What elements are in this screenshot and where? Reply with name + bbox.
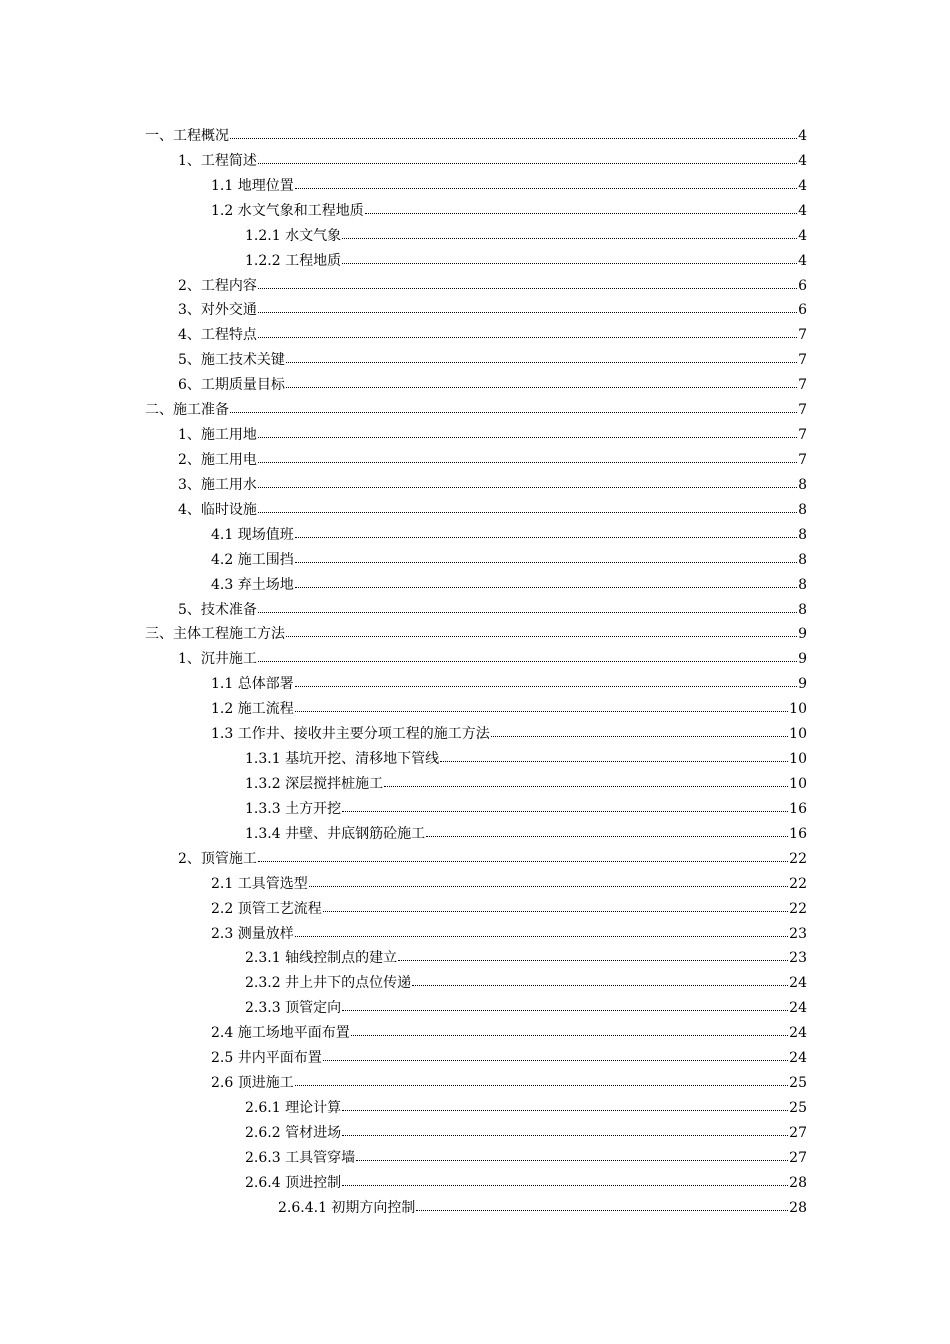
toc-entry-title: 2.6.4.1 初期方向控制 [278, 1199, 416, 1216]
toc-entry[interactable] [145, 523, 807, 548]
toc-entry-title: 4.3 弃土场地 [211, 576, 294, 593]
toc-entry-title: 2、顶管施工 [178, 850, 257, 867]
toc-entry[interactable] [145, 1021, 807, 1046]
toc-dot-leader [365, 201, 797, 215]
toc-entry-title: 1.3.4 井壁、井底钢筋砼施工 [245, 825, 426, 842]
toc-entry-title: 1.3.1 基坑开挖、清移地下管线 [245, 751, 440, 768]
toc-entry-title: 4、临时设施 [178, 501, 257, 518]
toc-entry-title: 5、施工技术关键 [178, 352, 285, 369]
toc-entry-title: 二、施工准备 [145, 402, 229, 419]
toc-dot-leader [258, 425, 797, 439]
toc-dot-leader [230, 126, 797, 140]
toc-entry-page-number: 10 [789, 775, 807, 792]
toc-entry-title: 4.2 施工围挡 [211, 551, 294, 568]
toc-entry-title: 2.6 顶进施工 [211, 1075, 294, 1092]
toc-entry-title: 2.5 井内平面布置 [211, 1050, 322, 1067]
toc-entry-page-number: 24 [789, 975, 807, 992]
toc-entry-page-number: 4 [798, 202, 807, 219]
toc-entry[interactable] [145, 772, 807, 797]
toc-entry-page-number: 4 [798, 227, 807, 244]
toc-entry[interactable] [145, 224, 807, 249]
toc-entry-page-number: 27 [789, 1124, 807, 1141]
toc-entry-page-number: 23 [789, 925, 807, 942]
toc-dot-leader [356, 1148, 788, 1162]
toc-entry-title: 1.1 地理位置 [211, 177, 294, 194]
toc-entry-page-number: 10 [789, 701, 807, 718]
toc-dot-leader [342, 799, 788, 813]
toc-entry-title: 3、施工用水 [178, 476, 257, 493]
toc-entry-page-number: 28 [789, 1174, 807, 1191]
toc-entry[interactable] [145, 373, 807, 398]
toc-entry-page-number: 10 [789, 726, 807, 743]
toc-dot-leader [440, 749, 788, 763]
toc-entry-page-number: 4 [798, 128, 807, 144]
toc-entry-title: 1.3.2 深层搅拌桩施工 [245, 775, 384, 792]
toc-dot-leader [323, 1048, 788, 1062]
toc-entry-page-number: 25 [789, 1099, 807, 1116]
toc-entry-page-number: 7 [798, 352, 807, 369]
toc-entry[interactable] [145, 747, 807, 772]
toc-dot-leader [342, 251, 797, 265]
toc-dot-leader [258, 849, 788, 863]
toc-dot-leader [342, 998, 788, 1012]
toc-dot-leader [295, 699, 788, 713]
toc-entry-title: 1.3 工作井、接收井主要分项工程的施工方法 [211, 726, 490, 743]
toc-entry-page-number: 8 [798, 476, 807, 493]
toc-entry-title: 5、技术准备 [178, 601, 257, 618]
toc-entry-page-number: 9 [798, 626, 807, 643]
toc-entry-page-number: 22 [789, 900, 807, 917]
toc-dot-leader [342, 226, 797, 240]
toc-dot-leader [295, 924, 788, 938]
toc-entry-page-number: 6 [798, 302, 807, 319]
toc-entry-title: 2.3.3 顶管定向 [245, 1000, 342, 1017]
toc-dot-leader [258, 500, 797, 514]
toc-entry[interactable] [145, 298, 807, 323]
toc-dot-leader [258, 151, 797, 165]
toc-entry-title: 1.2 施工流程 [211, 701, 294, 718]
toc-dot-leader [286, 350, 797, 364]
toc-entry-page-number: 27 [789, 1149, 807, 1166]
toc-entry[interactable] [145, 1071, 807, 1096]
toc-entry-title: 2.2 顶管工艺流程 [211, 900, 322, 917]
toc-entry[interactable] [145, 847, 807, 872]
toc-entry[interactable] [145, 996, 807, 1021]
toc-entry-title: 3、对外交通 [178, 302, 257, 319]
toc-entry-title: 1.2.1 水文气象 [245, 227, 342, 244]
toc-entry[interactable] [145, 323, 807, 348]
toc-entry-title: 1、施工用地 [178, 427, 257, 444]
toc-entry[interactable] [145, 971, 807, 996]
toc-entry[interactable] [145, 398, 807, 423]
toc-entry-page-number: 4 [798, 252, 807, 269]
toc-entry[interactable] [145, 822, 807, 847]
toc-entry-title: 6、工期质量目标 [178, 377, 285, 394]
toc-entry-title: 2.4 施工场地平面布置 [211, 1025, 350, 1042]
toc-entry-page-number: 7 [798, 427, 807, 444]
toc-entry-page-number: 8 [798, 576, 807, 593]
toc-entry-title: 2.1 工具管选型 [211, 875, 308, 892]
toc-entry-page-number: 16 [789, 800, 807, 817]
toc-dot-leader [258, 649, 797, 663]
toc-dot-leader [323, 899, 788, 913]
toc-entry[interactable] [145, 1171, 807, 1196]
toc-dot-leader [258, 600, 797, 614]
toc-dot-leader [412, 973, 788, 987]
toc-entry-page-number: 7 [798, 327, 807, 344]
toc-entry[interactable] [145, 1046, 807, 1071]
toc-entry-page-number: 8 [798, 501, 807, 518]
toc-entry-page-number: 23 [789, 950, 807, 967]
toc-entry-title: 2、施工用电 [178, 451, 257, 468]
toc-entry[interactable] [145, 174, 807, 199]
toc-dot-leader [286, 624, 797, 638]
toc-entry-page-number: 8 [798, 601, 807, 618]
toc-entry-page-number: 22 [789, 850, 807, 867]
toc-entry-title: 2.6.2 管材进场 [245, 1124, 342, 1141]
toc-entry-title: 1.1 总体部署 [211, 676, 294, 693]
toc-dot-leader [295, 550, 797, 564]
toc-entry-title: 1、沉井施工 [178, 651, 257, 668]
toc-dot-leader [258, 276, 797, 290]
table-of-contents [145, 124, 807, 1221]
toc-entry[interactable] [145, 672, 807, 697]
toc-entry[interactable] [145, 448, 807, 473]
toc-entry[interactable] [145, 423, 807, 448]
toc-entry-title: 2.6.4 顶进控制 [245, 1174, 342, 1191]
toc-entry-page-number: 4 [798, 177, 807, 194]
toc-entry[interactable] [145, 473, 807, 498]
toc-entry-page-number: 24 [789, 1000, 807, 1017]
toc-dot-leader [258, 450, 797, 464]
toc-entry-page-number: 8 [798, 526, 807, 543]
toc-entry-page-number: 4 [798, 152, 807, 169]
toc-entry-title: 1.3.3 土方开挖 [245, 800, 342, 817]
toc-entry-page-number: 7 [798, 451, 807, 468]
toc-entry-title: 2.3.1 轴线控制点的建立 [245, 950, 398, 967]
toc-entry[interactable] [145, 647, 807, 672]
toc-entry-page-number: 9 [798, 676, 807, 693]
toc-entry-title: 2.3.2 井上井下的点位传递 [245, 975, 412, 992]
toc-entry-title: 4.1 现场值班 [211, 526, 294, 543]
toc-dot-leader [309, 874, 788, 888]
toc-dot-leader [491, 724, 788, 738]
toc-entry[interactable] [145, 598, 807, 623]
toc-entry[interactable] [145, 946, 807, 971]
toc-dot-leader [342, 1173, 788, 1187]
toc-entry-title: 2.6.1 理论计算 [245, 1099, 342, 1116]
toc-entry-page-number: 8 [798, 551, 807, 568]
toc-entry[interactable] [145, 498, 807, 523]
toc-dot-leader [295, 1073, 788, 1087]
toc-entry[interactable] [145, 348, 807, 373]
toc-entry-page-number: 6 [798, 277, 807, 294]
toc-entry[interactable] [145, 573, 807, 598]
toc-entry-title: 1、工程简述 [178, 152, 257, 169]
toc-dot-leader [295, 176, 797, 190]
toc-entry[interactable] [145, 1096, 807, 1121]
toc-entry[interactable] [145, 797, 807, 822]
toc-entry[interactable] [145, 697, 807, 722]
toc-entry-page-number: 7 [798, 377, 807, 394]
toc-entry-title: 2、工程内容 [178, 277, 257, 294]
toc-dot-leader [426, 824, 788, 838]
toc-dot-leader [342, 1098, 788, 1112]
toc-entry-title: 2.6.3 工具管穿墙 [245, 1149, 356, 1166]
toc-entry[interactable] [145, 1196, 807, 1221]
toc-entry-title: 一、工程概况 [145, 128, 229, 144]
toc-entry-title: 4、工程特点 [178, 327, 257, 344]
toc-entry-page-number: 16 [789, 825, 807, 842]
toc-dot-leader [351, 1023, 788, 1037]
toc-entry-page-number: 22 [789, 875, 807, 892]
toc-entry[interactable] [145, 897, 807, 922]
toc-entry-page-number: 9 [798, 651, 807, 668]
toc-entry[interactable] [145, 872, 807, 897]
toc-entry-title: 1.2.2 工程地质 [245, 252, 342, 269]
toc-dot-leader [384, 774, 788, 788]
toc-entry[interactable] [145, 199, 807, 224]
toc-entry-title: 三、主体工程施工方法 [145, 626, 285, 643]
toc-entry-page-number: 24 [789, 1050, 807, 1067]
toc-dot-leader [230, 400, 797, 414]
toc-dot-leader [295, 575, 797, 589]
toc-dot-leader [258, 300, 797, 314]
toc-dot-leader [295, 674, 797, 688]
toc-entry[interactable] [145, 1146, 807, 1171]
toc-entry[interactable] [145, 149, 807, 174]
toc-entry-title: 1.2 水文气象和工程地质 [211, 202, 364, 219]
toc-entry[interactable] [145, 249, 807, 274]
toc-entry[interactable] [145, 1121, 807, 1146]
toc-entry[interactable] [145, 274, 807, 299]
toc-dot-leader [258, 475, 797, 489]
toc-entry-title: 2.3 测量放样 [211, 925, 294, 942]
toc-entry[interactable] [145, 124, 807, 149]
toc-entry-page-number: 24 [789, 1025, 807, 1042]
toc-entry[interactable] [145, 622, 807, 647]
toc-entry-page-number: 25 [789, 1075, 807, 1092]
toc-dot-leader [342, 1123, 788, 1137]
toc-entry-page-number: 28 [789, 1199, 807, 1216]
toc-entry[interactable] [145, 722, 807, 747]
toc-entry[interactable] [145, 548, 807, 573]
toc-dot-leader [295, 525, 797, 539]
toc-entry-page-number: 7 [798, 402, 807, 419]
toc-dot-leader [416, 1198, 788, 1212]
toc-dot-leader [286, 375, 797, 389]
toc-dot-leader [258, 325, 797, 339]
toc-dot-leader [398, 948, 788, 962]
toc-entry-page-number: 10 [789, 751, 807, 768]
toc-entry[interactable] [145, 922, 807, 947]
